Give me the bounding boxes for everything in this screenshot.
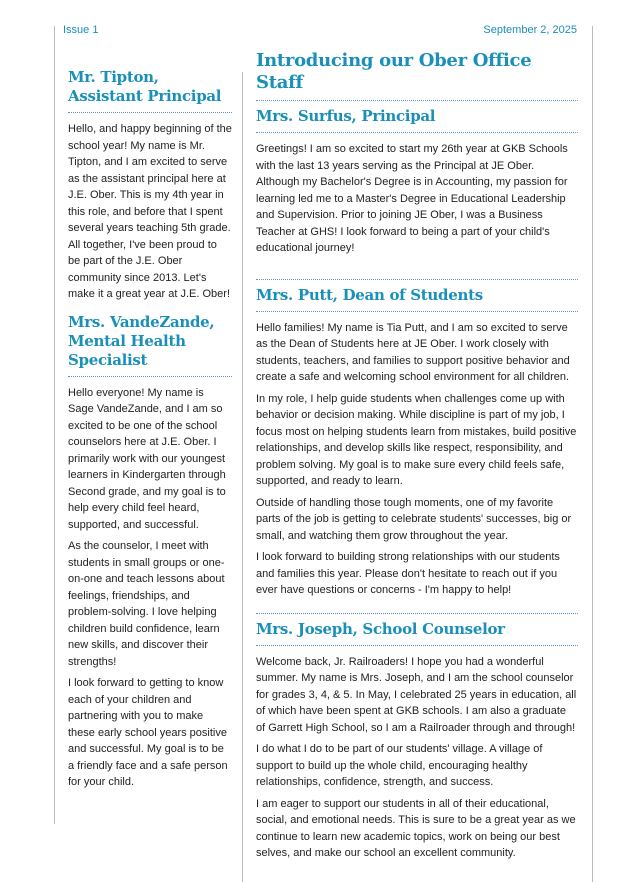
divider — [256, 279, 578, 280]
issue-date: September 2, 2025 — [483, 24, 577, 36]
divider — [256, 132, 578, 133]
section-heading: Mrs. Putt, Dean of Students — [256, 285, 483, 304]
paragraph: I look forward to building strong relationships with our students and families this year. Please don't hesitate to reach out if you ever have questions or concerns - I'm happy to help! — [256, 551, 560, 596]
section-vandezande — [68, 313, 232, 791]
issue-number: Issue 1 — [63, 24, 99, 36]
divider — [68, 112, 232, 113]
paragraph: In my role, I help guide students when challenges come up with behavior or decision making. While discipline is part of my job, I focus most on helping students learn from mistakes, build positive relationships, and develop skills like respect, responsibility, and problem solving. My goal is to make sure every child feels safe, supported, and ready to learn. — [256, 392, 577, 487]
paragraph: Hello, and happy beginning of the school year! My name is Mr. Tipton, and I am excited to serve as the assistant principal here at J.E. Ober. This is my 4th year in this role, and before that I spent several years teaching 5th grade. All together, I've been proud to be part of the J.E. Ober community since 2013. Let's make it a great year at J.E. Ober! — [68, 123, 232, 300]
main-column — [256, 50, 578, 872]
paragraph: Hello everyone! My name is Sage VandeZande, and I am so excited to be one of the school counselors here at J.E. Ober. I primarily work with our youngest learners in Kindergarten through Second grade, and my goal is to help every child feel heard, supported, and successful. — [68, 386, 226, 531]
paragraph: Outside of handling those tough moments, one of my favorite parts of the job is getting to celebrate students' successes, big or small, and watching them grow throughout the year. — [256, 496, 572, 542]
section-heading: Mrs. Surfus, Principal — [256, 107, 436, 125]
left-border — [54, 26, 55, 824]
right-border — [592, 26, 593, 882]
section-heading: Mr. Tipton, Assistant Principal — [68, 68, 222, 105]
section-joseph — [256, 613, 578, 862]
paragraph: I am eager to support our students in all of their educational, social, and emotional needs. This is sure to be a great year as we continue to learn new academic topics, work on being our best selves, and make our school an excellent community. — [256, 797, 576, 859]
section-heading: Mrs. VandeZande, Mental Health Specialist — [68, 312, 215, 369]
section-surfus — [256, 107, 578, 257]
divider — [256, 311, 578, 312]
paragraph: Welcome back, Jr. Railroaders! I hope you had a wonderful summer. My name is Mrs. Joseph, and I am the school counselor for grades 3, 4, & 5. In May, I celebrated 25 years in education, all of which have been spent at GKB schools. I am also a graduate of Garrett High School, so I am a Railroader through and through! — [256, 655, 577, 734]
paragraph: As the counselor, I meet with students in small groups or one-on-one and teach lessons about feelings, friendships, and problem-solving. I love helping children build confidence, learn new skills, and discover their strengths! — [68, 540, 225, 668]
left-column — [68, 68, 232, 801]
section-putt — [256, 279, 578, 599]
page-title: Introducing our Ober Office Staff — [256, 50, 532, 93]
divider — [68, 376, 232, 377]
divider — [256, 645, 578, 646]
section-tipton — [68, 68, 232, 303]
paragraph: I look forward to getting to know each of your children and partnering with you to make these early school years positive and successful. My goal is to be a friendly face and a safe person for your child. — [68, 677, 228, 788]
divider — [256, 100, 578, 101]
paragraph: Hello families! My name is Tia Putt, and I am so excited to serve as the Dean of Students here at JE Ober. I work closely with students, teachers, and families to support positive behavior and create a safe and welcoming school environment for all children. — [256, 321, 570, 383]
section-heading: Mrs. Joseph, School Counselor — [256, 619, 505, 638]
column-divider — [242, 72, 243, 882]
divider — [256, 613, 578, 614]
paragraph: Greetings! I am so excited to start my 26th year at GKB Schools with the last 13 years serving as the Principal at JE Ober. Although my Bachelor's Degree is in Accounting, my passion for learning led me to a Master's Degree in Educational Leadership and Supervision. Prior to joining JE Ober, I was a Business Teacher at GHS! I look forward to being a part of your child's educational journey! — [256, 143, 568, 254]
paragraph: I do what I do to be part of our students' village. A village of support to build up the whole child, encouraging healthy relationships, confidence, strength, and success. — [256, 743, 543, 788]
